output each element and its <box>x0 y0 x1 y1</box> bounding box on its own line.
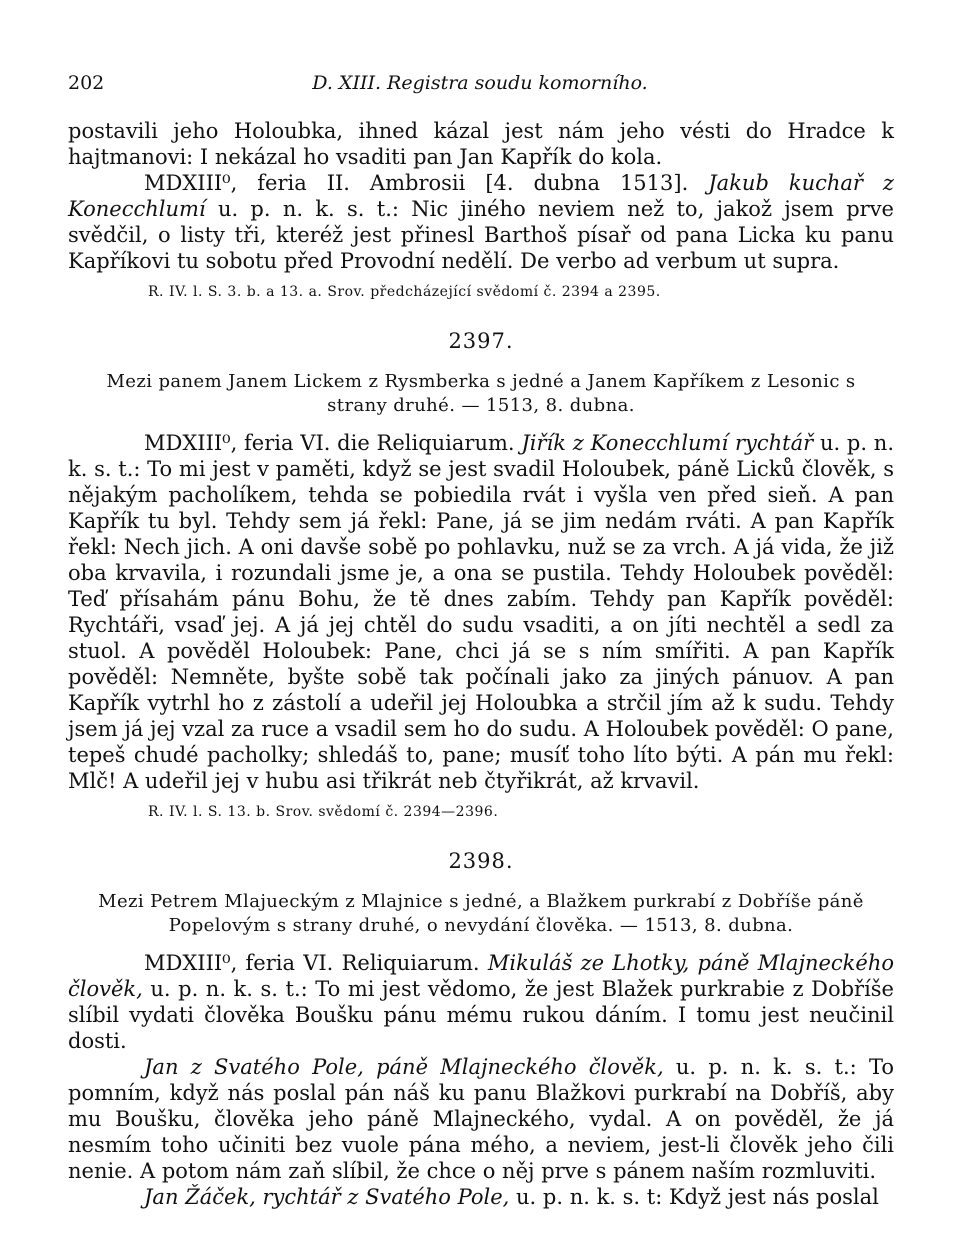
entry-number: 2397. <box>448 329 514 353</box>
witness-name: Mikuláš ze Lhotky, páně Mlajneckého člověk, <box>68 951 894 1001</box>
page-number: 202 <box>68 72 105 94</box>
source-reference: R. IV. l. S. 13. b. Srov. svědomí č. 2394—2396. <box>148 804 499 820</box>
witness-name: Jan z Svatého Pole, páně Mlajneckého člověk, <box>144 1055 664 1079</box>
date-formula: MDXIII⁰, feria VI. die Reliquiarum. <box>144 431 515 455</box>
witness-name: Jakub kuchař z Konecchlumí <box>68 171 894 221</box>
paragraph-text: postavili jeho Holoubka, ihned kázal jest nám jeho vésti do Hradce k hajtmanovi: I nekázal ho vsaditi pan Jan Kapřík do kola. <box>68 119 894 169</box>
paragraph <box>68 1054 894 1184</box>
paragraph <box>68 950 894 1054</box>
date-formula: MDXIII⁰, feria VI. Reliquiarum. <box>144 951 480 975</box>
page-body <box>68 118 894 1210</box>
witness-name: Jan Žáček, rychtář z Svatého Pole, <box>144 1185 510 1209</box>
date-formula: MDXIII⁰, feria II. Ambrosii [4. dubna 1513]. <box>144 171 689 195</box>
running-title: D. XIII. Registra soudu komorního. <box>312 72 648 94</box>
testimony-text: u. p. n. k. s. t.: To pomním, když nás poslal pán náš ku panu Blažkovi purkrabí na Dobříš, aby mu Boušku, člověka jeho páně Mlajneckého, vydal. A on pověděl, že já nesmím toho učiniti bez vuole pána mého, a neviem, jest-li člověk jeho čili nenie. A potom nám zaň slíbil, že chce o něj prve s pánem naším rozmluviti. <box>68 1055 894 1183</box>
witness-name: Jiřík z Konecchlumí rychtář <box>521 431 814 455</box>
paragraph <box>68 118 894 170</box>
entry-number: 2398. <box>448 849 514 873</box>
source-reference: R. IV. l. S. 3. b. a 13. a. Srov. předcházející svědomí č. 2394 a 2395. <box>148 284 661 300</box>
entry-regest: Mezi panem Janem Lickem z Rysmberka s jedné a Janem Kapříkem z Lesonic s strany druhé. — 1513, 8. dubna. <box>106 371 856 416</box>
testimony-text: u. p. n. k. s. t.: Nic jiného neviem než to, jakož jsem prve svědčil, o listy tři, kteréž jest přinesl Barthoš písař od pana Licka ku panu Kapříkovi tu sobotu před Provodní nedělí. De verbo ad verbum ut supra. <box>68 197 894 273</box>
page-header <box>68 72 892 100</box>
testimony-text: u. p. n. k. s. t.: To mi jest vědomo, že jest Blažek purkrabie z Dobříše slíbil vydati člověka Boušku pánu mému rukou dáním. I tomu jest neučinil dosti. <box>68 977 894 1053</box>
testimony-text: u. p. n. k. s. t: Když jest nás poslal <box>516 1185 879 1209</box>
paragraph <box>68 1184 894 1210</box>
entry-regest: Mezi Petrem Mlajueckým z Mlajnice s jedné, a Blažkem purkrabí z Dobříše páně Popelovým s strany druhé, o nevydání člověka. — 1513, 8. dubna. <box>98 891 864 936</box>
paragraph <box>68 430 894 794</box>
paragraph <box>68 170 894 274</box>
testimony-text: u. p. n. k. s. t.: To mi jest v paměti, když se jest svadil Holoubek, páně Licků člověk, s nějakým pacholíkem, tehda se pobiedila rvát i vyšla ven před sieň. A pan Kapřík tu byl. Tehdy sem já řekl: Pane, já se jim nedám rváti. A pan Kapřík řekl: Nech jich. A oni davše sobě po pohlavku, nuž se za vrch. A já vida, že již oba krvavila, i rozundali jsme je, a ona se pustila. Tehdy Holoubek pověděl: Teď přísahám pánu Bohu, že tě dnes zabím. Tehdy pan Kapřík pověděl: Rychtáři, vsaď jej. A já jej chtěl do sudu vsaditi, a on jíti nechtěl a sedl za stuol. A pověděl Holoubek: Pane, chci já se s ním smířiti. A pan Kapřík pověděl: Nemněte, byšte sobě tak počínali jako za jiných pánuov. A pan Kapřík vytrhl ho z zástolí a udeřil jej Holoubka a strčil jím až k sudu. Tehdy jsem já jej vzal za ruce a vsadil sem ho do sudu. A Holoubek pověděl: O pane, tepeš chudé pacholky; shledáš to, pane; musíť toho líto býti. A pán mu řekl: Mlč! A udeřil jej v hubu asi třikrát neb čtyřikrát, až krvavil. <box>68 431 895 793</box>
